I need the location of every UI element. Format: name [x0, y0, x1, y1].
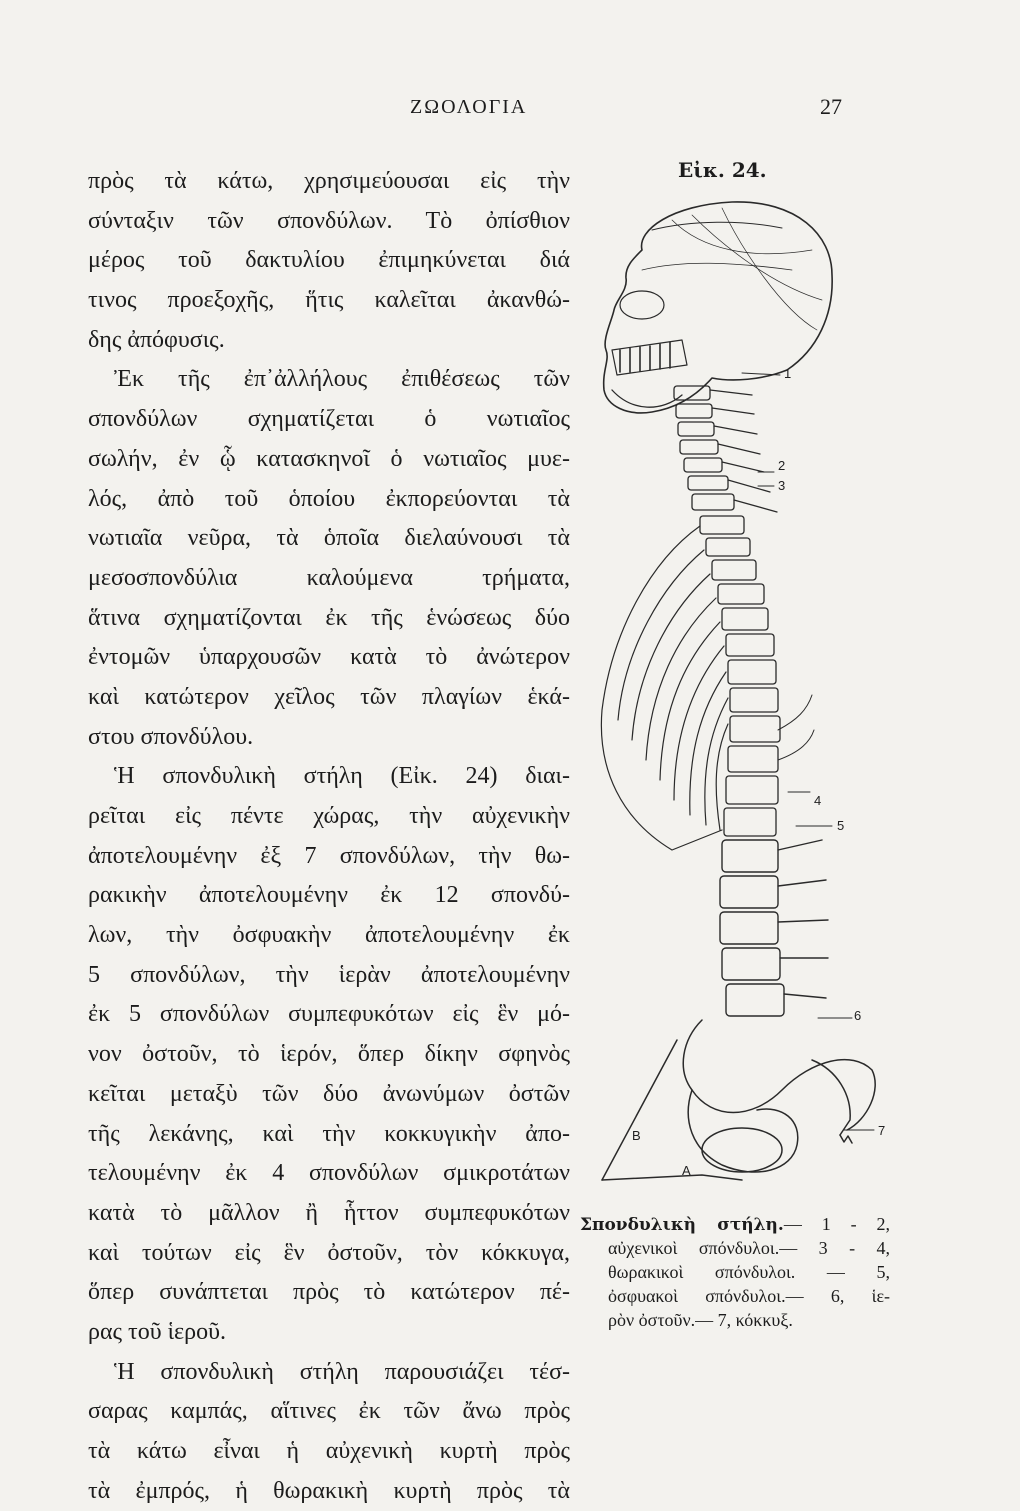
- figure-number-2: 2: [778, 458, 786, 473]
- figure-caption: [580, 1212, 890, 1332]
- body-line: δης ἀπόφυσις.: [88, 326, 225, 353]
- figure-label: Εἰκ. 24.: [678, 158, 767, 182]
- caption-line: ὀσφυακοὶ σπόνδυλοι.— 6, ἱε-: [608, 1286, 890, 1306]
- figure-number-6: 6: [854, 1008, 862, 1023]
- body-line: ἅτινα σχηματίζονται ἐκ τῆς ἑνώσεως δύο: [88, 604, 570, 631]
- spine-illustration: [582, 190, 902, 1200]
- page-number: 27: [820, 94, 842, 119]
- body-line: τελουμένην ἐκ 4 σπονδύλων σμικροτάτων: [88, 1160, 570, 1187]
- body-line: τὰ ἐμπρός, ἡ θωρακικὴ κυρτὴ πρὸς τὰ: [88, 1477, 570, 1504]
- figure-number-3: 3: [778, 478, 786, 493]
- figure-number-7: 7: [878, 1123, 886, 1138]
- body-line: ἀποτελουμένην ἐξ 7 σπονδύλων, τὴν θω-: [88, 842, 570, 869]
- caption-line: ρὸν ὀστοῦν.— 7, κόκκυξ.: [608, 1310, 793, 1330]
- body-line: 5 σπονδύλων, τὴν ἱερὰν ἀποτελουμένην: [88, 961, 570, 988]
- caption-title: Σπονδυλικὴ στήλη.: [580, 1215, 784, 1235]
- body-line: μέρος τοῦ δακτυλίου ἐπιμηκύνεται διά: [88, 247, 570, 274]
- body-line: σαρας καμπάς, αἵτινες ἐκ τῶν ἄνω πρὸς: [88, 1398, 570, 1425]
- figure-number-1: 1: [784, 366, 792, 381]
- body-line: λων, τὴν ὀσφυακὴν ἀποτελουμένην ἐκ: [88, 922, 570, 949]
- body-line: νωτιαῖα νεῦρα, τὰ ὁποῖα διελαύνουσι τὰ: [88, 525, 570, 552]
- caption-line: θωρακικοὶ σπόνδυλοι. — 5,: [608, 1262, 890, 1282]
- body-line: σωλήν, ἐν ᾧ κατασκηνοῖ ὁ νωτιαῖος μυε-: [88, 445, 570, 472]
- body-line: κατὰ τὸ μᾶλλον ἢ ἧττον συμπεφυκότων: [88, 1199, 570, 1226]
- body-line: τὰ κάτω εἶναι ἡ αὐχενικὴ κυρτὴ πρὸς: [88, 1438, 570, 1464]
- body-line: Ἡ σπονδυλικὴ στήλη (Εἰκ. 24) διαι-: [114, 763, 570, 790]
- spine-figure: [582, 190, 902, 1200]
- pelvis: [602, 1020, 875, 1180]
- body-line: τῆς λεκάνης, καὶ τὴν κοκκυγικὴν ἀπο-: [88, 1120, 570, 1147]
- body-line: τινος προεξοχῆς, ἥτις καλεῖται ἀκανθώ-: [88, 287, 570, 314]
- figure-number-4: 4: [814, 793, 822, 808]
- body-line: Ἐκ τῆς ἐπ᾽ἀλλήλους ἐπιθέσεως τῶν: [114, 366, 570, 393]
- figure-letter-a: A: [682, 1163, 691, 1178]
- body-line: Ἡ σπονδυλικὴ στήλη παρουσιάζει τέσ-: [114, 1358, 570, 1385]
- body-line: καὶ κατώτερον χεῖλος τῶν πλαγίων ἑκά-: [88, 683, 570, 710]
- body-text-column: [88, 162, 570, 1511]
- body-line: σύνταξιν τῶν σπονδύλων. Τὸ ὀπίσθιον: [88, 207, 570, 234]
- body-line: σπονδύλων σχηματίζεται ὁ νωτιαῖος: [88, 406, 570, 433]
- body-line: ἐκ 5 σπονδύλων συμπεφυκότων εἰς ἓν μό-: [88, 1001, 570, 1028]
- body-line: ἐντομῶν ὑπαρχουσῶν κατὰ τὸ ἀνώτερον: [88, 644, 570, 671]
- body-line: λός, ἀπὸ τοῦ ὁποίου ἐκπορεύονται τὰ: [88, 485, 570, 512]
- body-line: ρας τοῦ ἱεροῦ.: [88, 1318, 226, 1345]
- cervical-vertebrae: [674, 386, 777, 512]
- body-line: κεῖται μεταξὺ τῶν δύο ἀνωνύμων ὀστῶν: [88, 1080, 570, 1107]
- body-line: νον ὀστοῦν, τὸ ἱερόν, ὅπερ δίκην σφηνὸς: [88, 1041, 570, 1068]
- figure-number-5: 5: [837, 818, 845, 833]
- figure-letter-b: B: [632, 1128, 641, 1143]
- caption-line-text: — 1 - 2,: [783, 1214, 890, 1234]
- lumbar-vertebrae: [720, 840, 828, 1016]
- body-line: μεσοσπονδύλια καλούμενα τρήματα,: [88, 564, 570, 591]
- body-line: ὅπερ συνάπτεται πρὸς τὸ κατώτερον πέ-: [88, 1279, 570, 1306]
- rib-cage: [601, 526, 814, 850]
- body-line: ρεῖται εἰς πέντε χώρας, τὴν αὐχενικὴν: [88, 803, 570, 829]
- body-line: καὶ τούτων εἰς ἓν ὀστοῦν, τὸν κόκκυγα,: [88, 1239, 570, 1266]
- body-line: στου σπονδύλου.: [88, 723, 254, 750]
- running-header-title: ΖΩΟΛΟΓΙΑ: [410, 96, 528, 118]
- thoracic-vertebrae: [700, 516, 780, 836]
- body-line: πρὸς τὰ κάτω, χρησιμεύουσαι εἰς τὴν: [88, 168, 570, 194]
- skull-outline: [604, 202, 832, 413]
- body-line: ρακικὴν ἀποτελουμένην ἐκ 12 σπονδύ-: [88, 882, 570, 909]
- caption-line: [580, 1212, 890, 1236]
- caption-line: αὐχενικοὶ σπόνδυλοι.— 3 - 4,: [608, 1238, 890, 1258]
